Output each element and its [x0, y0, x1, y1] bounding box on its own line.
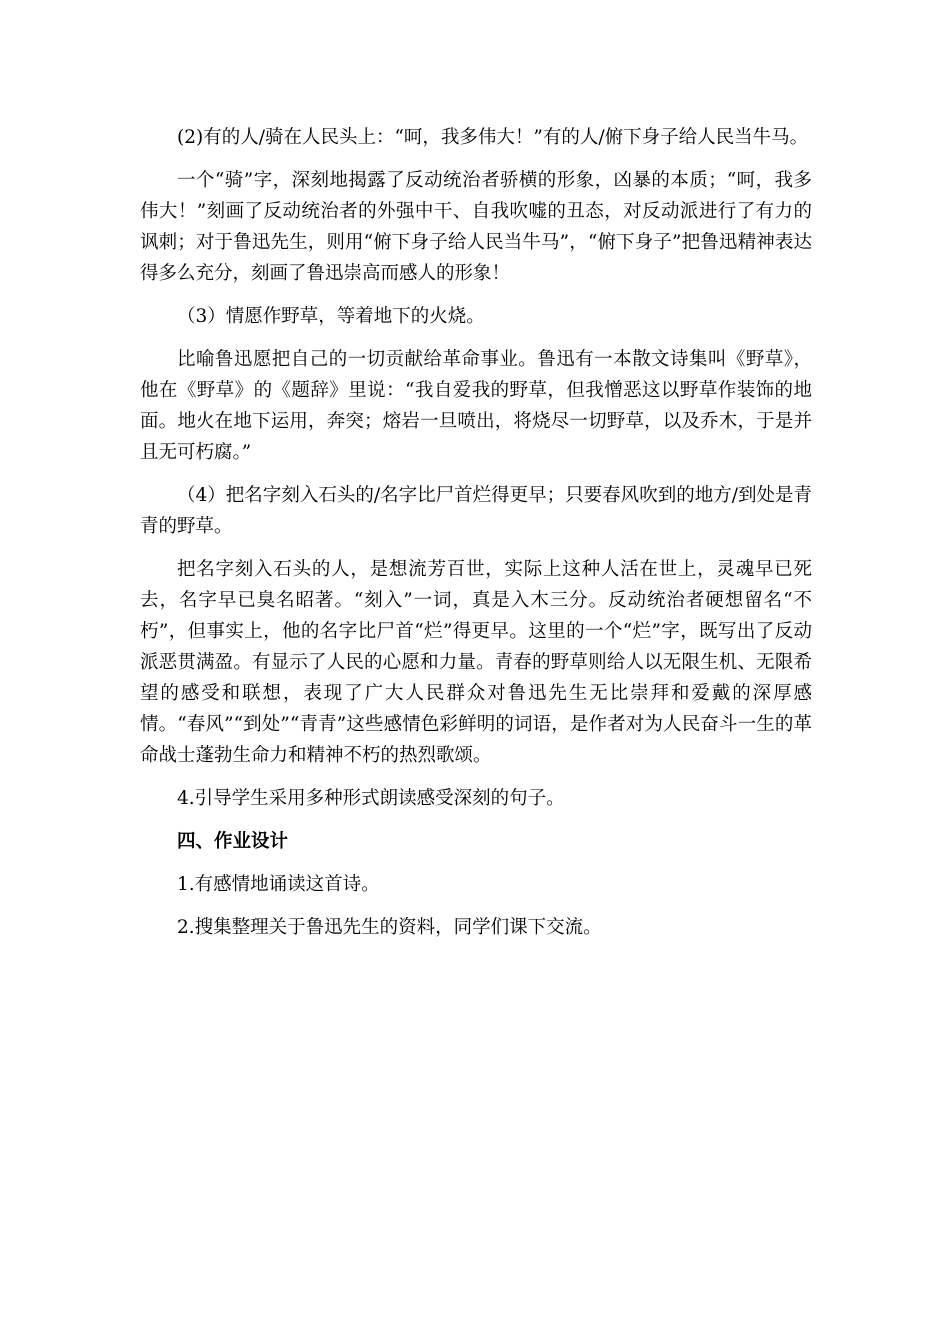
reading-instruction: 4.引导学生采用多种形式朗读感受深刻的句子。 [177, 788, 565, 809]
quote-paragraph-4: （4）把名字刻入石头的/名字比尸首烂得更早；只要春风吹到的地方/到处是青青的野草。 [140, 485, 812, 537]
quote-paragraph-3: （3）情愿作野草，等着地下的火烧。 [177, 306, 485, 327]
section-heading-homework: 四、作业设计 [177, 831, 289, 852]
analysis-paragraph-3: 比喻鲁迅愿把自己的一切贡献给革命事业。鲁迅有一本散文诗集叫《野草》，他在《野草》的《题辞》里说：“我自爱我的野草，但我憎恶这以野草作装饰的地面。地火在地下运用，奔突；熔岩一旦喷出，将烧尽一切野草，以及乔木，于是并且无可朽腐。” [140, 349, 812, 463]
analysis-paragraph-4: 把名字刻入石头的人，是想流芳百世，实际上这种人活在世上，灵魂早已死去，名字早已臭名昭著。“刻入”一词，真是入木三分。反动统治者硬想留名“不朽”，但事实上，他的名字比尸首“烂”得更早。这里的一个“烂”字，既写出了反动派恶贯满盈。有显示了人民的心愿和力量。青春的野草则给人以无限生机、无限希望的感受和联想，表现了广大人民群众对鲁迅先生无比崇拜和爱戴的深厚感情。“春风”“到处”“青青”这些感情色彩鲜明的词语，是作者对为人民奋斗一生的革命战士蓬勃生命力和精神不朽的热烈歌颂。 [140, 559, 812, 766]
analysis-paragraph-2: 一个“骑”字，深刻地揭露了反动统治者骄横的形象，凶暴的本质；“呵，我多伟大！”刻画了反动统治者的外强中干、自我吹嘘的丑态，对反动派进行了有力的讽刺；对于鲁迅先生，则用“俯下身子给人民当牛马”，“俯下身子”把鲁迅精神表达得多么充分，刻画了鲁迅崇高而感人的形象！ [140, 170, 812, 284]
document-body [140, 122, 812, 955]
homework-item-1: 1.有感情地诵读这首诗。 [177, 874, 380, 895]
homework-item-2: 2.搜集整理关于鲁迅先生的资料，同学们课下交流。 [177, 917, 602, 938]
quote-paragraph-2: (2)有的人/骑在人民头上：“呵，我多伟大！”有的人/俯下身子给人民当牛马。 [177, 127, 809, 148]
